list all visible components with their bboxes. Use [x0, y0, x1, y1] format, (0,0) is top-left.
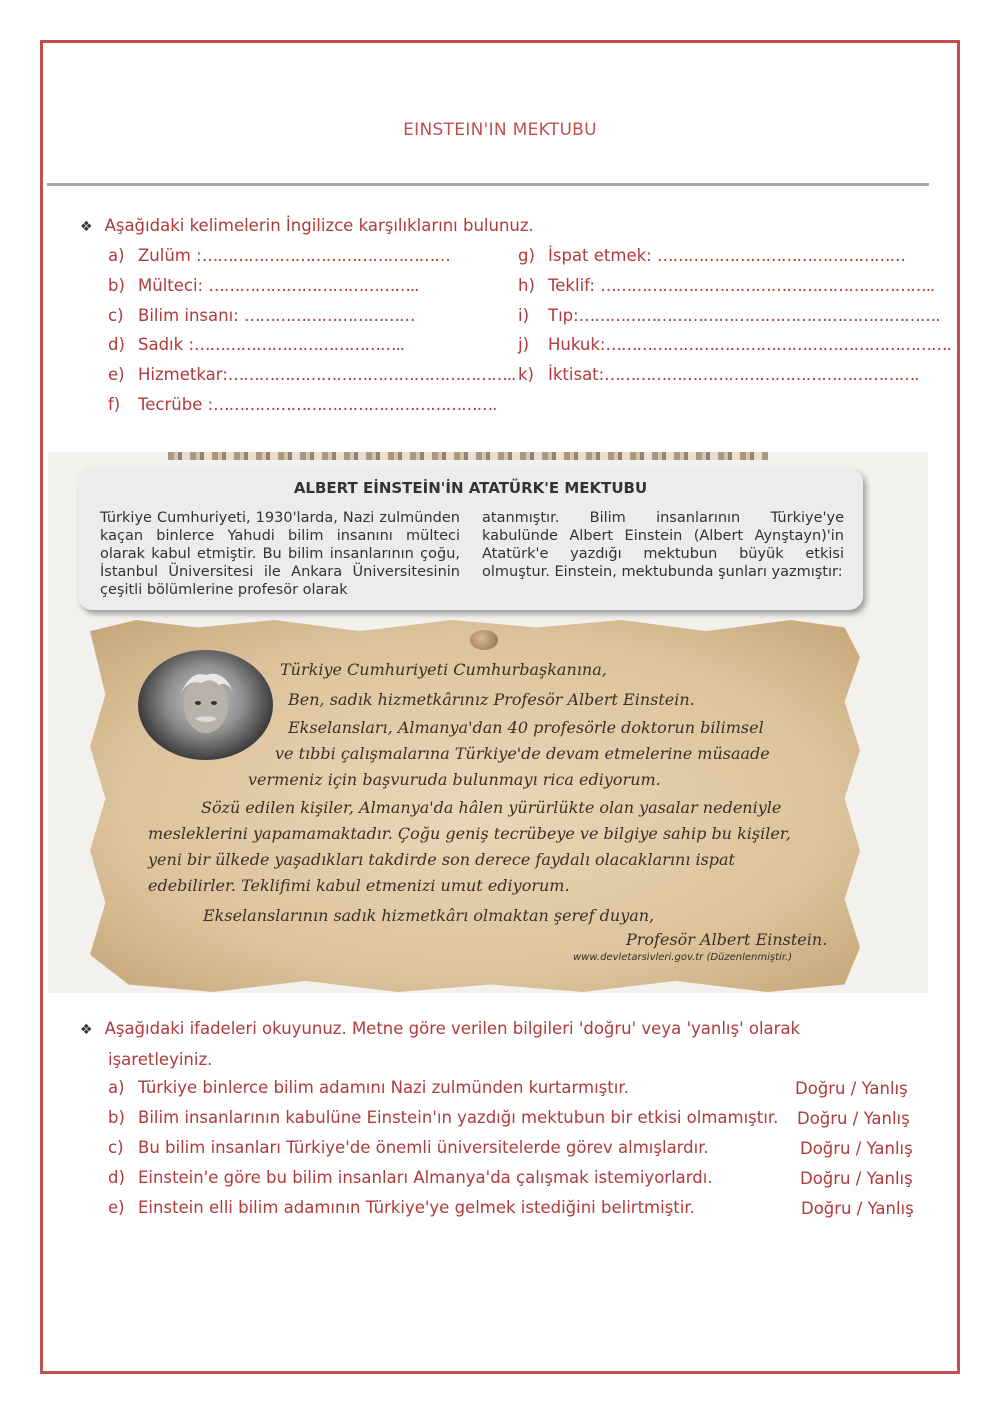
diamond-bullet-icon: ❖: [80, 1022, 93, 1038]
vocab-item: c) Bilim insanı: ……………………………: [108, 305, 415, 325]
einstein-portrait: [138, 650, 273, 760]
vocab-right-column: [518, 241, 951, 390]
true-false-choice[interactable]: Doğru / Yanlış: [797, 1109, 910, 1128]
truefalse-instruction: ❖ Aşağıdaki ifadeleri okuyunuz. Metne göre verilen bilgileri 'doğru' veya 'yanlış' olarak işaretleyiniz.: [80, 1019, 801, 1069]
true-false-choice[interactable]: Doğru / Yanlış: [800, 1169, 913, 1188]
letter-line: vermeniz için başvuruda bulunmayı rica ediyorum.: [248, 770, 661, 789]
vocab-item: f) Tecrübe :……………………………………………….: [108, 394, 497, 414]
info-box: [78, 468, 863, 610]
answer-blank[interactable]: …………………………………..: [194, 335, 405, 355]
info-box-column-1: Türkiye Cumhuriyeti, 1930'larda, Nazi zulmünden kaçan binlerce Yahudi bilim insanını mülteci olarak kabul etmiştir. Bu bilim insanlarının çoğu, İstanbul Üniversitesi ile Ankara Üniversitesinin çeşitli bölümlerine profesör olarak: [100, 510, 460, 598]
title-divider: [47, 183, 929, 186]
answer-blank[interactable]: ………………………………………………………..: [600, 275, 935, 295]
letter-line: edebilirler. Teklifimi kabul etmenizi umut ediyorum.: [148, 876, 570, 895]
vocab-instruction: ❖ Aşağıdaki kelimelerin İngilizce karşılıklarını bulunuz.: [80, 216, 534, 235]
letter-line: yeni bir ülkede yaşadıkları takdirde son derece faydalı olacaklarını ispat: [148, 850, 735, 869]
statement-row: a) Türkiye binlerce bilim adamını Nazi zulmünden kurtarmıştır.: [108, 1078, 629, 1097]
vocab-item: b) Mülteci: …………………………………..: [108, 275, 419, 295]
true-false-choice[interactable]: Doğru / Yanlış: [795, 1079, 908, 1098]
pin-icon: [470, 630, 498, 650]
answer-blank[interactable]: ………………………………………………………….: [605, 335, 951, 355]
vocab-item: e) Hizmetkar:………………………………………………..: [108, 365, 516, 385]
statement-row: c) Bu bilim insanları Türkiye'de önemli üniversitelerde görev almışlardır.: [108, 1138, 709, 1157]
info-box-heading: ALBERT EİNSTEİN'İN ATATÜRK'E MEKTUBU: [293, 479, 648, 497]
statement-row: d) Einstein'e göre bu bilim insanları Almanya'da çalışmak istemiyorlardı.: [108, 1168, 713, 1187]
statement-row: e) Einstein elli bilim adamının Türkiye'ye gelmek istediğini belirtmiştir.: [108, 1198, 695, 1217]
letter-line: Sözü edilen kişiler, Almanya'da hâlen yürürlükte olan yasalar nedeniyle: [201, 798, 782, 817]
vocab-item: j) Hukuk:………………………………………………………….: [518, 335, 951, 355]
answer-blank[interactable]: …………………………………………: [201, 246, 450, 265]
statement-row: b) Bilim insanlarının kabulüne Einstein'ın yazdığı mektubun bir etkisi olmamıştır.: [108, 1108, 779, 1127]
letter-line: Ekselanslarının sadık hizmetkârı olmaktan şeref duyan,: [203, 906, 655, 925]
letter-signature: Profesör Albert Einstein.: [626, 930, 828, 949]
vocab-item: h) Teklif: ………………………………………………………..: [518, 275, 935, 295]
answer-blank[interactable]: ………………………………………………..: [227, 365, 516, 385]
answer-blank[interactable]: ……………………………: [244, 305, 415, 325]
vocab-item: i) Tıp:…………………………………………………………….: [518, 305, 940, 325]
letter-line: Ekselansları, Almanya'dan 40 profesörle doktorun bilimsel: [288, 718, 764, 737]
diamond-bullet-icon: ❖: [80, 219, 93, 235]
vocab-item: a) Zulüm :…………………………………………: [108, 246, 450, 265]
answer-blank[interactable]: …………………………………..: [208, 275, 419, 295]
true-false-choice[interactable]: Doğru / Yanlış: [800, 1139, 913, 1158]
answer-blank[interactable]: …………………………………………………….: [604, 365, 919, 385]
reading-passage: [48, 452, 928, 993]
letter-line: mesleklerini yapamamaktadır. Çoğu geniş tecrübeye ve bilgiye sahip bu kişiler,: [148, 824, 791, 843]
portrait-face-icon: [171, 665, 241, 745]
vocab-item: d) Sadık :…………………………………..: [108, 335, 405, 355]
vocab-item: k) İktisat:…………………………………………………….: [518, 365, 919, 385]
vocab-item: g) İspat etmek: …………………………………………: [518, 246, 905, 265]
letter-line: Türkiye Cumhuriyeti Cumhurbaşkanına,: [280, 660, 607, 679]
answer-blank[interactable]: …………………………………………………………….: [578, 305, 940, 325]
bookshelf-strip: [168, 452, 768, 460]
letter-line: ve tıbbi çalışmalarına Türkiye'de devam etmelerine müsaade: [275, 744, 770, 763]
page-title: EINSTEIN'IN MEKTUBU: [403, 120, 597, 140]
letter-line: Ben, sadık hizmetkârınız Profesör Albert Einstein.: [288, 690, 695, 709]
true-false-choice[interactable]: Doğru / Yanlış: [801, 1199, 914, 1218]
info-box-column-2: atanmıştır. Bilim insanlarının Türkiye'ye kabulünde Albert Einstein (Albert Aynştayn)'in Atatürk'e yazdığı mektubun büyük etkisi olmuştur. Einstein, mektubunda şunları yazmıştır:: [482, 510, 844, 580]
answer-blank[interactable]: ……………………………………………….: [213, 394, 497, 414]
source-citation: www.devletarsivleri.gov.tr (Düzenlenmiştir.): [573, 952, 793, 963]
vocab-left-column: [108, 241, 515, 420]
answer-blank[interactable]: …………………………………………: [656, 246, 905, 265]
